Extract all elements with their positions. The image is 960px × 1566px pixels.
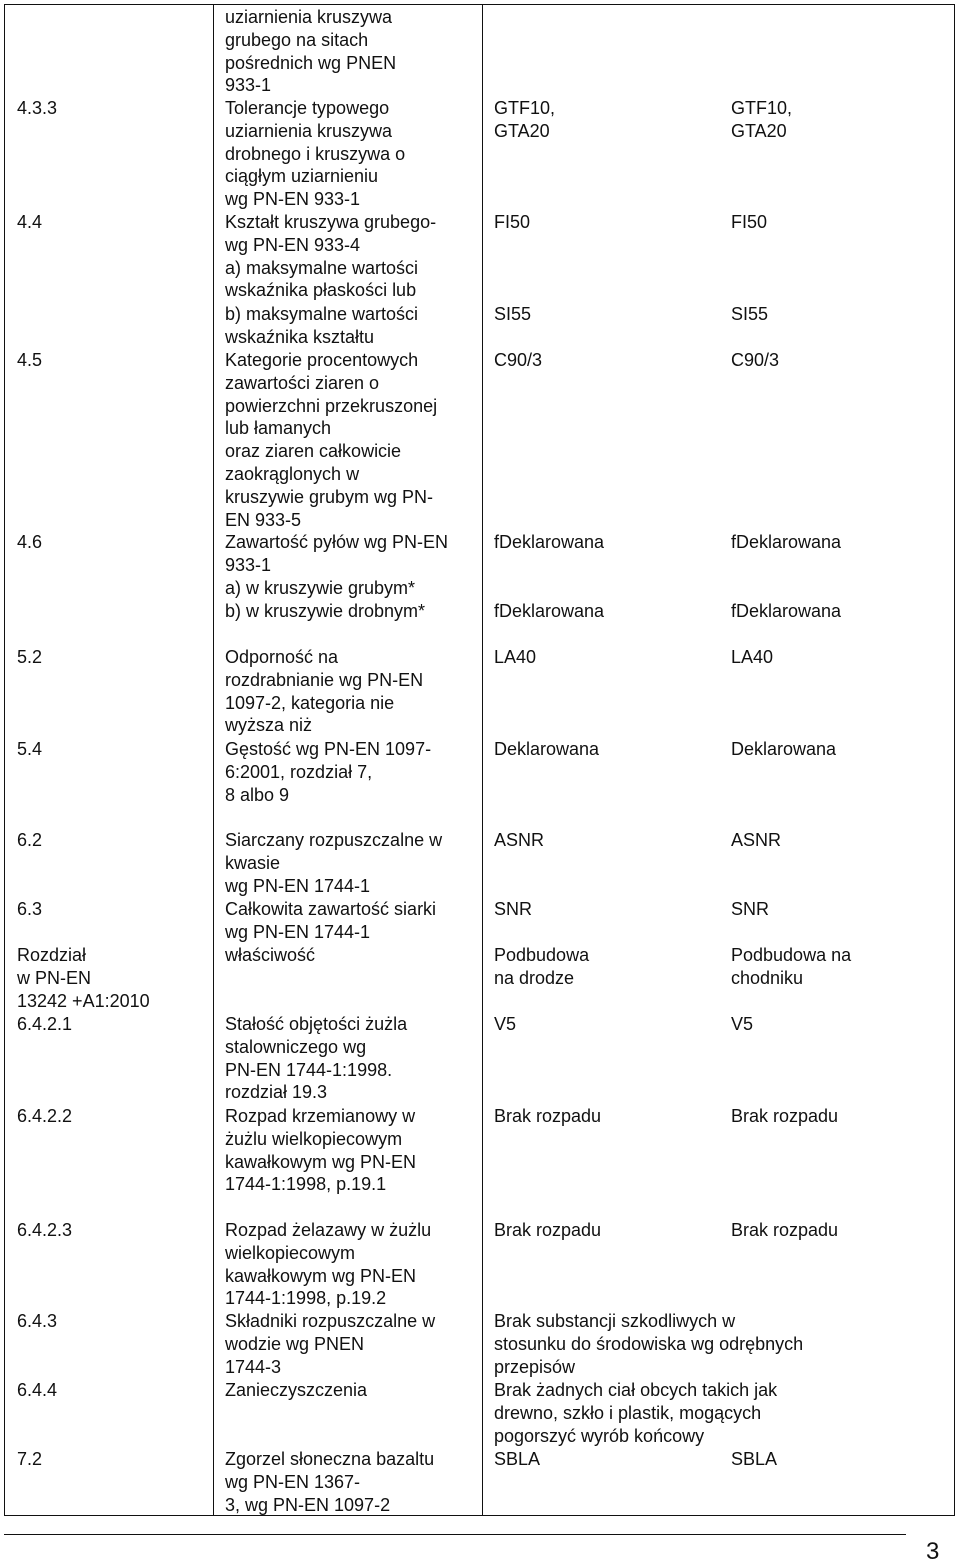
cell-r15-num: 6.4.3 — [17, 1311, 58, 1331]
cell-r12-desc: Stałość objętości żużla stalowniczego wg PN-EN 1744-1:1998. rozdział 19.3 — [225, 1014, 408, 1103]
cell-r1-v2: GTF10, GTA20 — [731, 98, 793, 141]
cell-r17-v1: SBLA — [494, 1449, 541, 1469]
cell-r6-v1: fDeklarowana — [494, 601, 605, 621]
cell-r17-desc: Zgorzel słoneczna bazaltu wg PN-EN 1367- 3, wg PN-EN 1097-2 — [225, 1449, 435, 1515]
column-divider-right — [482, 4, 483, 1516]
cell-r1-desc: Tolerancje typowego uziarnienia kruszywa drobnego i kruszywa o ciągłym uziarnieniu wg PN-EN 933-1 — [225, 98, 406, 210]
cell-r6-desc: b) w kruszywie drobnym* — [225, 601, 426, 621]
cell-r8-num: 5.4 — [17, 739, 43, 759]
cell-r4-desc: Kategorie procentowych zawartości ziaren o powierzchni przekruszonej lub łamanych oraz ziaren całkowicie zaokrąglonych w kruszywie grubym wg PN- EN 933-5 — [225, 350, 438, 530]
cell-r3-v1: SI55 — [494, 304, 532, 324]
cell-r9-num: 6.2 — [17, 830, 43, 850]
cell-r14-v2: Brak rozpadu — [731, 1220, 839, 1240]
cell-r2-num: 4.4 — [17, 212, 43, 232]
cell-r9-v1: ASNR — [494, 830, 545, 850]
cell-r0-desc: uziarnienia kruszywa grubego na sitach pośrednich wg PNEN 933-1 — [225, 7, 397, 96]
cell-r13-desc: Rozpad krzemianowy w żużlu wielkopiecowym kawałkowym wg PN-EN 1744-1:1998, p.19.1 — [225, 1106, 417, 1195]
cell-r7-desc: Odporność na rozdrabnianie wg PN-EN 1097-2, kategoria nie wyższa niż — [225, 647, 424, 736]
cell-r11-num: Rozdział w PN-EN 13242 +A1:2010 — [17, 945, 150, 1011]
footer-rule — [4, 1534, 906, 1535]
cell-r8-v2: Deklarowana — [731, 739, 837, 759]
cell-r16-v1: Brak żadnych ciał obcych takich jak drewno, szkło i plastik, mogących pogorszyć wyrób końcowy — [494, 1380, 778, 1446]
cell-r6-v2: fDeklarowana — [731, 601, 842, 621]
cell-r17-v2: SBLA — [731, 1449, 778, 1469]
cell-r11-v1: Podbudowa na drodze — [494, 945, 590, 988]
cell-r16-desc: Zanieczyszczenia — [225, 1380, 368, 1400]
cell-r5-v1: fDeklarowana — [494, 532, 605, 552]
cell-r9-desc: Siarczany rozpuszczalne w kwasie wg PN-EN 1744-1 — [225, 830, 443, 896]
cell-r4-num: 4.5 — [17, 350, 43, 370]
cell-r17-num: 7.2 — [17, 1449, 43, 1469]
cell-r4-v2: C90/3 — [731, 350, 780, 370]
cell-r5-v2: fDeklarowana — [731, 532, 842, 552]
cell-r15-v1: Brak substancji szkodliwych w stosunku do środowiska wg odrębnych przepisów — [494, 1311, 804, 1377]
cell-r3-v2: SI55 — [731, 304, 769, 324]
cell-r13-v2: Brak rozpadu — [731, 1106, 839, 1126]
cell-r2-v2: FI50 — [731, 212, 768, 232]
cell-r9-v2: ASNR — [731, 830, 782, 850]
page-number: 3 — [926, 1538, 940, 1565]
cell-r2-desc: Kształt kruszywa grubego- wg PN-EN 933-4 a) maksymalne wartości wskaźnika płaskości lub — [225, 212, 437, 301]
cell-r7-v1: LA40 — [494, 647, 537, 667]
cell-r10-desc: Całkowita zawartość siarki wg PN-EN 1744-1 — [225, 899, 437, 942]
cell-r11-v2: Podbudowa na chodniku — [731, 945, 852, 988]
cell-r12-num: 6.4.2.1 — [17, 1014, 73, 1034]
cell-r12-v2: V5 — [731, 1014, 754, 1034]
cell-r7-v2: LA40 — [731, 647, 774, 667]
cell-r4-v1: C90/3 — [494, 350, 543, 370]
cell-r14-v1: Brak rozpadu — [494, 1220, 602, 1240]
cell-r14-desc: Rozpad żelazawy w żużlu wielkopiecowym kawałkowym wg PN-EN 1744-1:1998, p.19.2 — [225, 1220, 432, 1309]
cell-r8-desc: Gęstość wg PN-EN 1097- 6:2001, rozdział 7, 8 albo 9 — [225, 739, 432, 805]
cell-r16-num: 6.4.4 — [17, 1380, 58, 1400]
cell-r13-v1: Brak rozpadu — [494, 1106, 602, 1126]
cell-r3-desc: b) maksymalne wartości wskaźnika kształtu — [225, 304, 419, 347]
cell-r5-num: 4.6 — [17, 532, 43, 552]
column-divider-left — [213, 4, 214, 1516]
cell-r10-v2: SNR — [731, 899, 770, 919]
cell-r7-num: 5.2 — [17, 647, 43, 667]
cell-r8-v1: Deklarowana — [494, 739, 600, 759]
cell-r12-v1: V5 — [494, 1014, 517, 1034]
cell-r10-num: 6.3 — [17, 899, 43, 919]
cell-r5-desc: Zawartość pyłów wg PN-EN 933-1 a) w kruszywie grubym* — [225, 532, 449, 598]
cell-r1-num: 4.3.3 — [17, 98, 58, 118]
cell-r13-num: 6.4.2.2 — [17, 1106, 73, 1126]
cell-r10-v1: SNR — [494, 899, 533, 919]
cell-r14-num: 6.4.2.3 — [17, 1220, 73, 1240]
cell-r15-desc: Składniki rozpuszczalne w wodzie wg PNEN 1744-3 — [225, 1311, 436, 1377]
cell-r2-v1: FI50 — [494, 212, 531, 232]
cell-r11-desc: właściwość — [225, 945, 316, 965]
cell-r1-v1: GTF10, GTA20 — [494, 98, 556, 141]
